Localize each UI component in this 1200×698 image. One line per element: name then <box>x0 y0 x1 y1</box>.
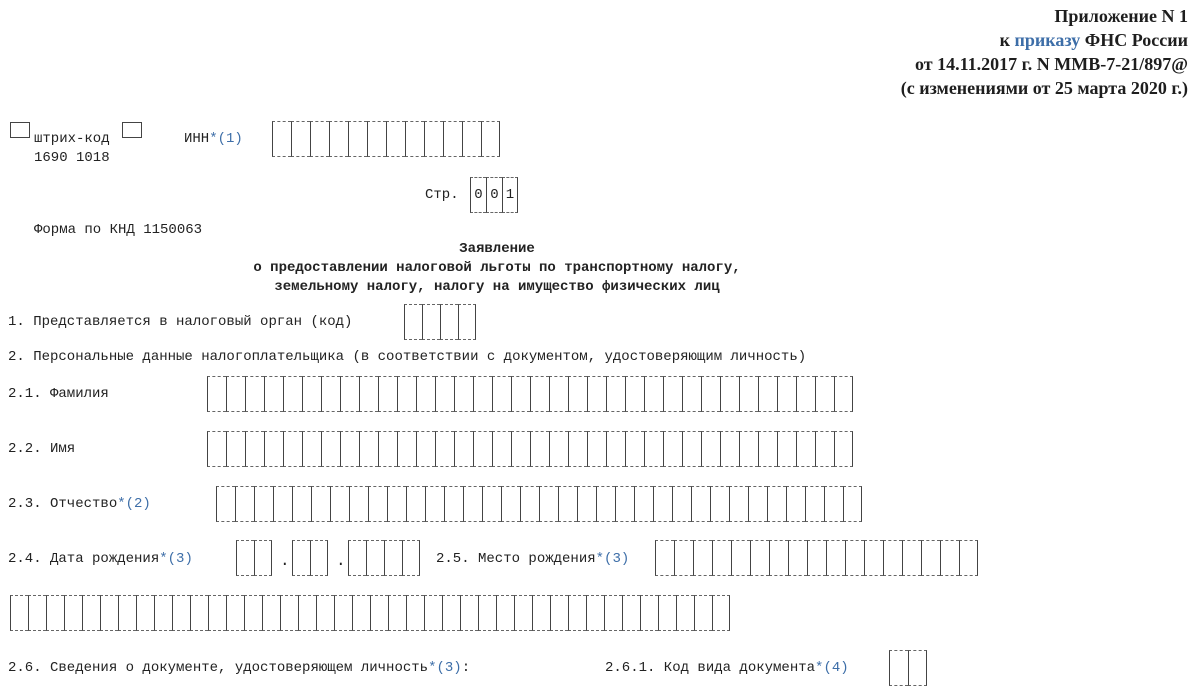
appendix-title <box>901 4 1188 100</box>
input-cell[interactable] <box>549 431 568 467</box>
input-cell[interactable] <box>245 431 264 467</box>
input-cell[interactable] <box>568 595 586 631</box>
birth-year-cells[interactable] <box>348 540 420 576</box>
id-doc-type-label: 2.6.1. Код вида документа*(4) <box>605 660 849 676</box>
id-document-footnote[interactable]: *(3) <box>428 660 462 676</box>
input-cell[interactable] <box>769 540 788 576</box>
input-cell[interactable] <box>368 486 387 522</box>
input-cell[interactable] <box>262 595 280 631</box>
order-date: от 14.11.2017 г. N ММВ-7-21/897@ <box>915 54 1188 74</box>
input-cell[interactable] <box>606 376 625 412</box>
input-cell[interactable] <box>549 376 568 412</box>
first-name-label: 2.2. Имя <box>8 441 76 457</box>
input-cell[interactable] <box>283 431 302 467</box>
patronymic-label: 2.3. Отчество*(2) <box>8 496 151 512</box>
input-cell[interactable] <box>359 431 378 467</box>
id-doc-type-footnote[interactable]: *(4) <box>815 660 849 676</box>
input-cell[interactable] <box>558 486 577 522</box>
input-cell[interactable] <box>693 540 712 576</box>
input-cell[interactable] <box>298 595 316 631</box>
input-cell[interactable] <box>370 595 388 631</box>
input-cell[interactable] <box>908 650 927 686</box>
input-cell[interactable] <box>463 486 482 522</box>
input-cell[interactable] <box>321 431 340 467</box>
input-cell[interactable] <box>815 431 834 467</box>
input-cell[interactable] <box>478 595 496 631</box>
order-link[interactable]: приказу <box>1014 30 1081 50</box>
input-cell[interactable] <box>653 486 672 522</box>
input-cell[interactable] <box>406 595 424 631</box>
input-cell[interactable] <box>658 595 676 631</box>
input-cell[interactable] <box>64 595 82 631</box>
input-cell[interactable] <box>676 595 694 631</box>
input-cell[interactable] <box>340 431 359 467</box>
input-cell[interactable] <box>254 486 273 522</box>
barcode-code: 1690 1018 <box>34 150 110 166</box>
input-cell[interactable] <box>226 376 245 412</box>
input-cell[interactable] <box>845 540 864 576</box>
input-cell[interactable] <box>397 376 416 412</box>
birth-date-label: 2.4. Дата рождения*(3) <box>8 551 193 567</box>
input-cell[interactable] <box>302 431 321 467</box>
input-cell[interactable] <box>682 376 701 412</box>
birth-place-continuation-cells[interactable] <box>10 595 730 631</box>
input-cell[interactable] <box>386 121 405 157</box>
input-cell[interactable] <box>473 431 492 467</box>
input-cell[interactable] <box>739 431 758 467</box>
input-cell[interactable] <box>46 595 64 631</box>
input-cell[interactable] <box>458 304 476 340</box>
barcode-marker-left <box>10 122 30 138</box>
input-cell[interactable] <box>136 595 154 631</box>
input-cell[interactable] <box>625 376 644 412</box>
input-cell[interactable] <box>520 486 539 522</box>
input-cell[interactable] <box>586 595 604 631</box>
input-cell[interactable] <box>154 595 172 631</box>
document-subtitle-2: земельному налогу, налогу на имущество физических лиц <box>274 279 720 295</box>
barcode-marker-right <box>122 122 142 138</box>
input-cell[interactable] <box>514 595 532 631</box>
document-title: Заявление <box>459 241 535 257</box>
input-cell[interactable] <box>587 376 606 412</box>
input-cell[interactable] <box>712 540 731 576</box>
order-reference: к приказу ФНС России <box>999 30 1188 50</box>
input-cell[interactable] <box>283 376 302 412</box>
input-cell[interactable] <box>460 595 478 631</box>
input-cell[interactable] <box>349 486 368 522</box>
input-cell[interactable] <box>367 121 386 157</box>
input-cell[interactable] <box>788 540 807 576</box>
input-cell[interactable] <box>482 486 501 522</box>
input-cell[interactable] <box>272 121 291 157</box>
input-cell[interactable] <box>824 486 843 522</box>
input-cell[interactable] <box>889 650 908 686</box>
input-cell[interactable] <box>672 486 691 522</box>
input-cell[interactable] <box>496 595 514 631</box>
input-cell[interactable] <box>622 595 640 631</box>
input-cell[interactable] <box>462 121 481 157</box>
input-cell[interactable] <box>416 431 435 467</box>
input-cell[interactable] <box>959 540 978 576</box>
input-cell[interactable] <box>701 376 720 412</box>
input-cell[interactable] <box>568 376 587 412</box>
input-cell[interactable] <box>826 540 845 576</box>
birth-day-cells[interactable] <box>236 540 272 576</box>
input-cell[interactable] <box>235 486 254 522</box>
input-cell[interactable] <box>10 595 28 631</box>
page-digit: 1 <box>502 177 518 213</box>
input-cell[interactable] <box>511 376 530 412</box>
input-cell[interactable] <box>883 540 902 576</box>
input-cell[interactable] <box>442 595 460 631</box>
input-cell[interactable] <box>625 431 644 467</box>
input-cell[interactable] <box>280 595 298 631</box>
input-cell[interactable] <box>815 376 834 412</box>
birth-place-footnote[interactable]: *(3) <box>595 551 630 567</box>
input-cell[interactable] <box>587 431 606 467</box>
input-cell[interactable] <box>216 486 235 522</box>
input-cell[interactable] <box>701 431 720 467</box>
input-cell[interactable] <box>834 431 853 467</box>
input-cell[interactable] <box>416 376 435 412</box>
input-cell[interactable] <box>940 540 959 576</box>
input-cell[interactable] <box>758 376 777 412</box>
input-cell[interactable] <box>422 304 440 340</box>
input-cell[interactable] <box>444 486 463 522</box>
input-cell[interactable] <box>378 376 397 412</box>
barcode-label: штрих-код <box>34 131 110 147</box>
input-cell[interactable] <box>424 595 442 631</box>
input-cell[interactable] <box>796 431 815 467</box>
input-cell[interactable] <box>172 595 190 631</box>
input-cell[interactable] <box>712 595 730 631</box>
input-cell[interactable] <box>577 486 596 522</box>
page-digit: 0 <box>486 177 502 213</box>
patronymic-cells[interactable] <box>216 486 862 522</box>
input-cell[interactable] <box>674 540 693 576</box>
input-cell[interactable] <box>311 486 330 522</box>
input-cell[interactable] <box>501 486 520 522</box>
input-cell[interactable] <box>615 486 634 522</box>
birth-date-footnote[interactable]: *(3) <box>159 551 193 567</box>
input-cell[interactable] <box>634 486 653 522</box>
form-code: Форма по КНД 1150063 <box>34 222 203 238</box>
input-cell[interactable] <box>388 595 406 631</box>
birth-month-cells[interactable] <box>292 540 328 576</box>
input-cell[interactable] <box>340 376 359 412</box>
input-cell[interactable] <box>777 431 796 467</box>
input-cell[interactable] <box>539 486 558 522</box>
tax-authority-code-cells[interactable] <box>404 304 476 340</box>
input-cell[interactable] <box>748 486 767 522</box>
input-cell[interactable] <box>100 595 118 631</box>
input-cell[interactable] <box>405 121 424 157</box>
inn-footnote[interactable]: *(1) <box>209 131 243 147</box>
input-cell[interactable] <box>406 486 425 522</box>
surname-label: 2.1. Фамилия <box>8 386 109 402</box>
input-cell[interactable] <box>786 486 805 522</box>
input-cell[interactable] <box>208 595 226 631</box>
input-cell[interactable] <box>359 376 378 412</box>
input-cell[interactable] <box>739 376 758 412</box>
input-cell[interactable] <box>710 486 729 522</box>
input-cell[interactable] <box>321 376 340 412</box>
date-separator: . <box>280 552 290 570</box>
input-cell[interactable] <box>244 595 262 631</box>
input-cell[interactable] <box>424 121 443 157</box>
input-cell[interactable] <box>655 540 674 576</box>
first-name-cells[interactable] <box>207 431 853 467</box>
input-cell[interactable] <box>596 486 615 522</box>
input-cell[interactable] <box>387 486 406 522</box>
input-cell[interactable] <box>492 376 511 412</box>
input-cell[interactable] <box>720 431 739 467</box>
input-cell[interactable] <box>435 376 454 412</box>
input-cell[interactable] <box>530 376 549 412</box>
input-cell[interactable] <box>606 431 625 467</box>
input-cell[interactable] <box>352 595 370 631</box>
input-cell[interactable] <box>568 431 587 467</box>
input-cell[interactable] <box>404 304 422 340</box>
input-cell[interactable] <box>454 431 473 467</box>
input-cell[interactable] <box>190 595 208 631</box>
input-cell[interactable] <box>864 540 883 576</box>
input-cell[interactable] <box>691 486 710 522</box>
input-cell[interactable] <box>348 121 367 157</box>
input-cell[interactable] <box>292 486 311 522</box>
input-cell[interactable] <box>207 431 226 467</box>
input-cell[interactable] <box>640 595 658 631</box>
input-cell[interactable] <box>264 431 283 467</box>
birth-place-cells[interactable] <box>655 540 978 576</box>
birth-place-label: 2.5. Место рождения*(3) <box>436 551 630 567</box>
input-cell[interactable] <box>425 486 444 522</box>
input-cell[interactable] <box>807 540 826 576</box>
input-cell[interactable] <box>750 540 769 576</box>
input-cell[interactable] <box>550 595 568 631</box>
input-cell[interactable] <box>644 431 663 467</box>
input-cell[interactable] <box>644 376 663 412</box>
input-cell[interactable] <box>663 431 682 467</box>
tax-authority-label: 1. Представляется в налоговый орган (код) <box>8 314 353 330</box>
inn-cells[interactable] <box>272 121 500 157</box>
input-cell[interactable] <box>82 595 100 631</box>
page-number-cells <box>470 177 518 213</box>
input-cell[interactable] <box>843 486 862 522</box>
input-cell[interactable] <box>226 595 244 631</box>
input-cell[interactable] <box>731 540 750 576</box>
input-cell[interactable] <box>530 431 549 467</box>
input-cell[interactable] <box>334 595 352 631</box>
input-cell[interactable] <box>118 595 136 631</box>
input-cell[interactable] <box>473 376 492 412</box>
input-cell[interactable] <box>329 121 348 157</box>
input-cell[interactable] <box>805 486 824 522</box>
appendix-number: Приложение N 1 <box>1054 6 1188 26</box>
input-cell[interactable] <box>481 121 500 157</box>
input-cell[interactable] <box>291 121 310 157</box>
input-cell[interactable] <box>310 121 329 157</box>
input-cell[interactable] <box>729 486 748 522</box>
input-cell[interactable] <box>302 376 321 412</box>
input-cell[interactable] <box>532 595 550 631</box>
id-document-label: 2.6. Сведения о документе, удостоверяющем личность*(3): <box>8 660 471 676</box>
amendments-note: (с изменениями от 25 марта 2020 г.) <box>900 78 1188 98</box>
input-cell[interactable] <box>796 376 815 412</box>
page-label: Стр. <box>425 187 459 203</box>
input-cell[interactable] <box>604 595 622 631</box>
input-cell[interactable] <box>397 431 416 467</box>
input-cell[interactable] <box>682 431 701 467</box>
input-cell[interactable] <box>440 304 458 340</box>
input-cell[interactable] <box>273 486 292 522</box>
input-cell[interactable] <box>378 431 397 467</box>
input-cell[interactable] <box>264 376 283 412</box>
input-cell[interactable] <box>720 376 739 412</box>
input-cell[interactable] <box>454 376 473 412</box>
patronymic-footnote[interactable]: *(2) <box>117 496 151 512</box>
input-cell[interactable] <box>316 595 334 631</box>
page-digit: 0 <box>470 177 486 213</box>
input-cell[interactable] <box>492 431 511 467</box>
input-cell[interactable] <box>226 431 245 467</box>
inn-label: ИНН*(1) <box>184 131 243 147</box>
input-cell[interactable] <box>758 431 777 467</box>
id-doc-type-cells[interactable] <box>889 650 927 686</box>
input-cell[interactable] <box>663 376 682 412</box>
date-separator: . <box>336 552 346 570</box>
document-subtitle-1: о предоставлении налоговой льготы по транспортному налогу, <box>253 260 741 276</box>
input-cell[interactable] <box>767 486 786 522</box>
surname-cells[interactable] <box>207 376 853 412</box>
input-cell[interactable] <box>902 540 921 576</box>
input-cell[interactable] <box>28 595 46 631</box>
input-cell[interactable] <box>777 376 796 412</box>
input-cell[interactable] <box>245 376 264 412</box>
input-cell[interactable] <box>435 431 454 467</box>
input-cell[interactable] <box>443 121 462 157</box>
input-cell[interactable] <box>207 376 226 412</box>
input-cell[interactable] <box>330 486 349 522</box>
input-cell[interactable] <box>511 431 530 467</box>
input-cell[interactable] <box>694 595 712 631</box>
input-cell[interactable] <box>921 540 940 576</box>
personal-data-heading: 2. Персональные данные налогоплательщика (в соответствии с документом, удостоверяющим личность) <box>8 349 807 365</box>
input-cell[interactable] <box>834 376 853 412</box>
